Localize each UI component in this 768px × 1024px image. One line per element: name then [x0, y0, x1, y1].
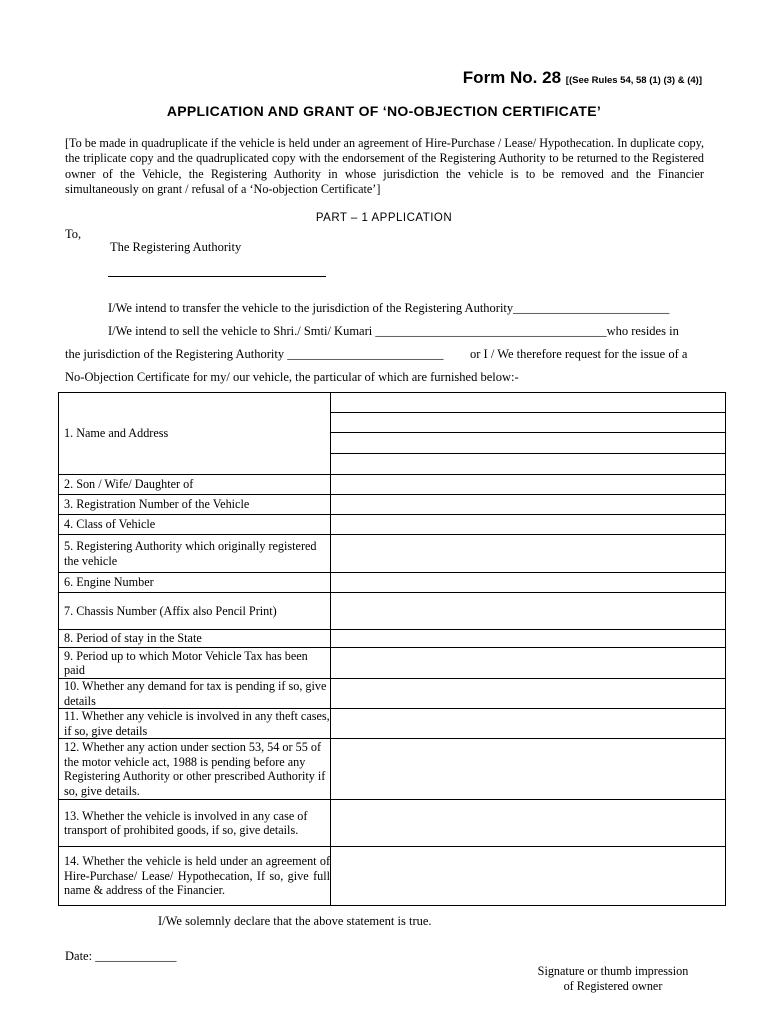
vehicle-particulars-table — [58, 392, 726, 906]
row-label: 7. Chassis Number (Affix also Pencil Print) — [59, 593, 331, 630]
signature-block — [528, 964, 698, 993]
page-title: APPLICATION AND GRANT OF ‘NO-OBJECTION CERTIFICATE’ — [166, 103, 602, 119]
period-of-stay-field[interactable] — [331, 630, 726, 648]
table-row — [59, 495, 726, 515]
prohibited-goods-field[interactable] — [331, 800, 726, 847]
table-row — [59, 847, 726, 906]
table-row — [59, 593, 726, 630]
request-line: No-Objection Certificate for my/ our vehicle, the particular of which are furnished below:- — [65, 370, 519, 384]
table-row — [59, 573, 726, 593]
date-field[interactable]: Date: _____________ — [65, 949, 177, 963]
table-row — [59, 679, 726, 709]
sale-intent-line: I/We intend to sell the vehicle to Shri./ Smti/ Kumari _____________________________________who resides in — [108, 324, 679, 338]
salutation-to: To, — [65, 227, 82, 241]
name-address-field[interactable] — [331, 393, 726, 475]
row-label: 6. Engine Number — [59, 573, 331, 593]
table-row — [59, 709, 726, 739]
chassis-number-field[interactable] — [331, 593, 726, 630]
row-label: 4. Class of Vehicle — [59, 515, 331, 535]
theft-cases-field[interactable] — [331, 709, 726, 739]
intro-instructions: [To be made in quadruplicate if the vehicle is held under an agreement of Hire-Purchase / Lease/ Hypothecation. In duplicate copy, the triplicate copy and the quadruplicated copy with the endorsement of the Registering Authority to be returned to the Registered owner of the Vehicle, the Registering Authority in whose jurisdiction the vehicle is to be removed and the Financier simultaneously on grant / refusal of a ‘No-objection Certificate’] — [65, 136, 704, 196]
vehicle-class-field[interactable] — [331, 515, 726, 535]
addressee-blank-line — [108, 276, 326, 277]
row-label: 2. Son / Wife/ Daughter of — [59, 475, 331, 495]
table-row — [59, 475, 726, 495]
table-row — [59, 739, 726, 800]
transfer-intent-line: I/We intend to transfer the vehicle to the jurisdiction of the Registering Authority_________________________ — [108, 301, 670, 315]
table-row — [59, 515, 726, 535]
row-label: 10. Whether any demand for tax is pending if so, give details — [59, 679, 331, 709]
row-label: 3. Registration Number of the Vehicle — [59, 495, 331, 515]
row-label: 9. Period up to which Motor Vehicle Tax has been paid — [59, 648, 331, 679]
relation-field[interactable] — [331, 475, 726, 495]
row-label: 11. Whether any vehicle is involved in any theft cases, if so, give details — [59, 709, 331, 739]
tax-paid-period-field[interactable] — [331, 648, 726, 679]
jurisdiction-line-right: or I / We therefore request for the issue of a — [470, 347, 688, 361]
part-1-heading: PART – 1 APPLICATION — [315, 212, 453, 224]
declaration-text: I/We solemnly declare that the above statement is true. — [158, 914, 432, 928]
tax-demand-field[interactable] — [331, 679, 726, 709]
addressee: The Registering Authority — [110, 240, 242, 254]
table-row — [59, 648, 726, 679]
form-number-text: Form No. 28 — [462, 68, 562, 87]
financier-details-field[interactable] — [331, 847, 726, 906]
signature-owner-label: of Registered owner — [563, 978, 663, 993]
table-row — [59, 800, 726, 847]
row-label: 12. Whether any action under section 53, 54 or 55 of the motor vehicle act, 1988 is pending before any Registering Authority or other prescribed Authority if so, give details. — [59, 739, 331, 800]
form-number — [463, 68, 702, 88]
name-address-lines — [331, 393, 725, 474]
signature-label: Signature or thumb impression — [537, 964, 689, 978]
table-row — [59, 393, 726, 475]
jurisdiction-line-left: the jurisdiction of the Registering Authority _________________________ — [65, 347, 444, 361]
row-label: 8. Period of stay in the State — [59, 630, 331, 648]
table-row — [59, 535, 726, 573]
pending-action-field[interactable] — [331, 739, 726, 800]
form-rules-reference: [(See Rules 54, 58 (1) (3) & (4)] — [565, 75, 702, 86]
registration-number-field[interactable] — [331, 495, 726, 515]
original-authority-field[interactable] — [331, 535, 726, 573]
row-label: 14. Whether the vehicle is held under an agreement of Hire-Purchase/ Lease/ Hypothecation, If so, give full name & address of the Financier. — [59, 847, 331, 906]
row-label: 5. Registering Authority which originally registered the vehicle — [59, 535, 331, 573]
row-label: 13. Whether the vehicle is involved in any case of transport of prohibited goods, if so, give details. — [59, 800, 331, 847]
engine-number-field[interactable] — [331, 573, 726, 593]
row-label: 1. Name and Address — [59, 393, 331, 475]
table-row — [59, 630, 726, 648]
